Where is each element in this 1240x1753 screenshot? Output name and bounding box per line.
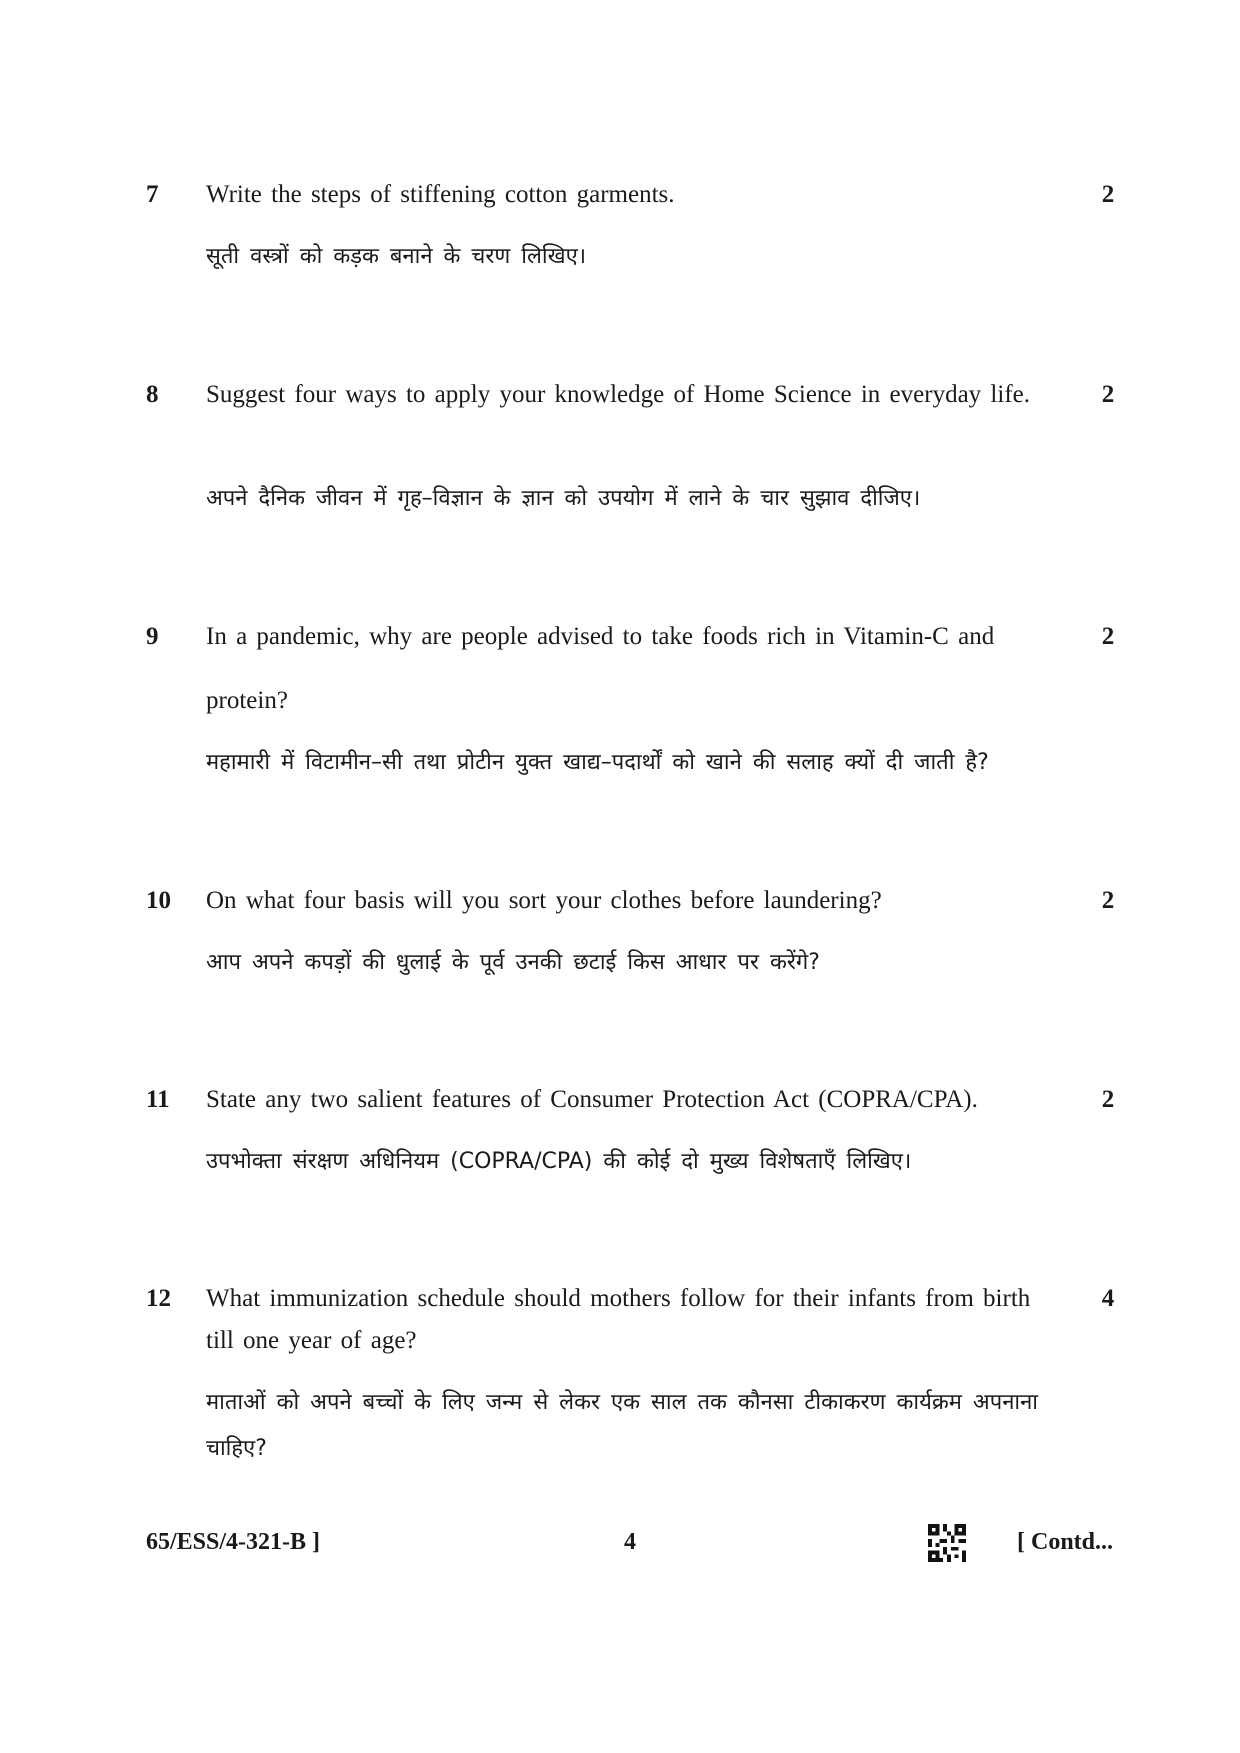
question-number: 10 (146, 887, 171, 914)
question-number: 11 (146, 1086, 170, 1113)
question-text-english: Suggest four ways to apply your knowledge of Home Science in everyday life. (206, 381, 1030, 408)
question-text-english: What immunization schedule should mothers follow for their infants from birth till one year of age? (206, 1285, 1031, 1354)
question-number: 8 (146, 381, 159, 408)
question-marks: 4 (1101, 1285, 1115, 1312)
question-text-hindi: महामारी में विटामीन–सी तथा प्रोटीन युक्त खाद्य–पदार्थों को खाने की सलाह क्यों दी जाती है? (206, 750, 989, 775)
question-text-english: In a pandemic, why are people advised to take foods rich in Vitamin-C and protein? (206, 623, 995, 714)
continued-label: [ Contd... (1017, 1529, 1114, 1555)
question-number: 9 (146, 623, 159, 650)
question-number: 12 (146, 1285, 171, 1312)
question-text-english: On what four basis will you sort your clothes before laundering? (206, 887, 882, 914)
question-number: 7 (146, 181, 159, 208)
question-marks: 2 (1101, 181, 1115, 208)
page-footer (0, 1522, 1240, 1562)
qr-code-icon (928, 1524, 966, 1562)
question-text-hindi: माताओं को अपने बच्चों के लिए जन्म से लेकर एक साल तक कौनसा टीकाकरण कार्यक्रम अपनाना चाहिए? (206, 1390, 1039, 1461)
question-marks: 2 (1101, 381, 1115, 408)
question-text-english: State any two salient features of Consumer Protection Act (COPRA/CPA). (206, 1086, 978, 1113)
question-marks: 2 (1101, 887, 1115, 914)
question-marks: 2 (1101, 1086, 1115, 1113)
question-text-hindi: आप अपने कपड़ों की धुलाई के पूर्व उनकी छटाई किस आधार पर करेंगे? (206, 950, 820, 975)
question-text-hindi: सूती वस्त्रों को कड़क बनाने के चरण लिखिए। (206, 244, 587, 269)
question-text-hindi: अपने दैनिक जीवन में गृह–विज्ञान के ज्ञान को उपयोग में लाने के चार सुझाव दीजिए। (206, 486, 921, 511)
question-marks: 2 (1101, 623, 1115, 650)
paper-code: 65/ESS/4-321-B ] (146, 1529, 321, 1555)
question-text-english: Write the steps of stiffening cotton garments. (206, 181, 675, 208)
page-number: 4 (624, 1529, 636, 1555)
question-text-hindi: उपभोक्ता संरक्षण अधिनियम (COPRA/CPA) की कोई दो मुख्य विशेषताएँ लिखिए। (206, 1149, 912, 1174)
